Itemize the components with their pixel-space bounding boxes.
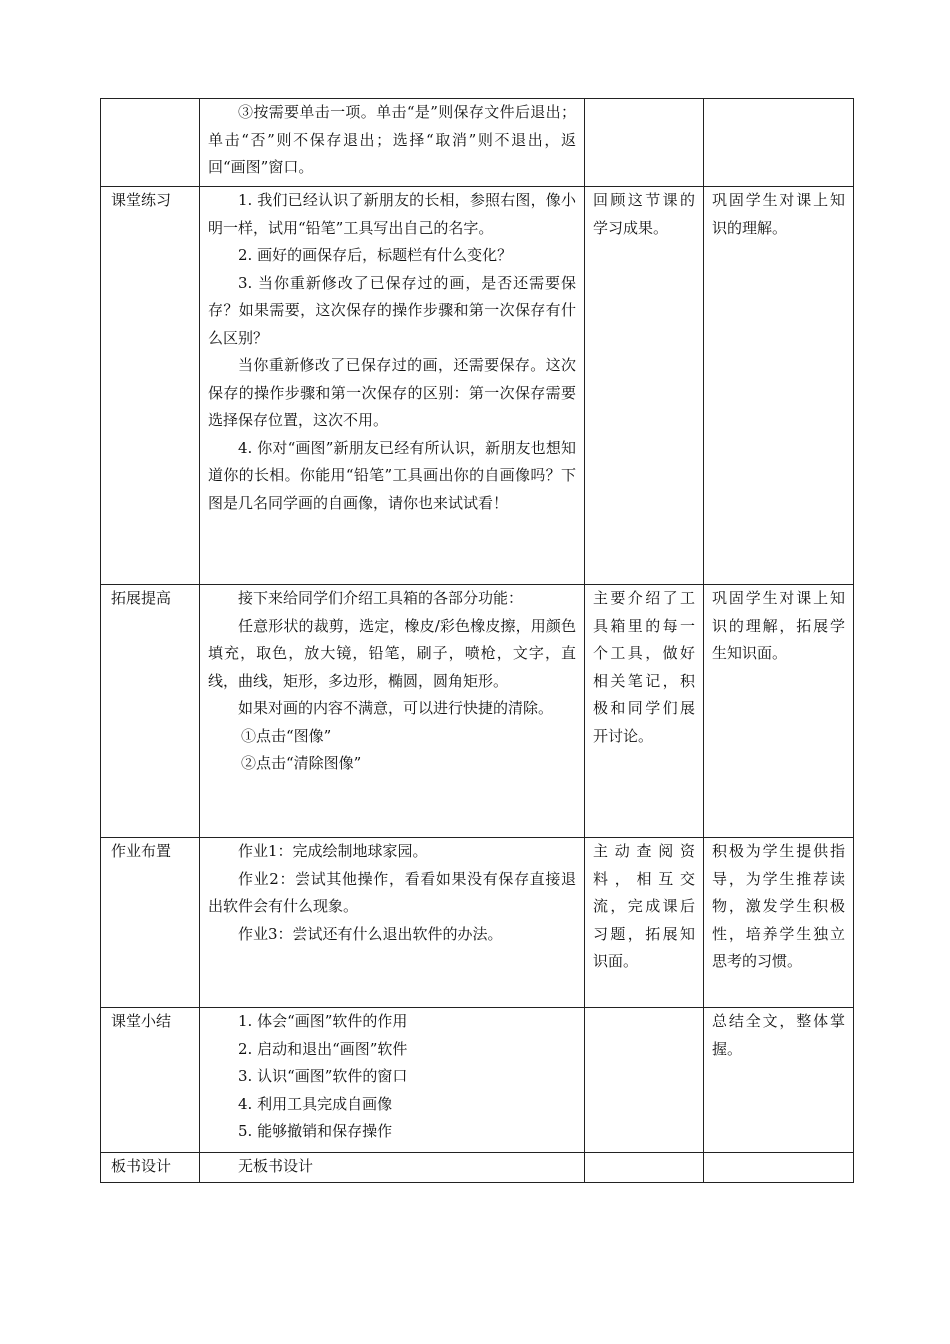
table-row — [101, 1153, 854, 1183]
student-activity: 回顾这节课的学习成果。 — [585, 187, 704, 585]
row-label: 作业布置 — [101, 838, 200, 1008]
row-label — [101, 99, 200, 187]
content-paragraph: 5. 能够撤销和保存操作 — [238, 1122, 393, 1140]
row-content — [200, 585, 585, 838]
content-paragraph: 2. 启动和退出“画图”软件 — [238, 1039, 408, 1058]
student-activity — [585, 99, 704, 187]
content-paragraph: 2. 画好的画保存后，标题栏有什么变化？ — [238, 246, 513, 264]
row-label: 课堂练习 — [101, 187, 200, 585]
lesson-plan-table — [100, 98, 854, 1183]
content-paragraph: 3. 当你重新修改了已保存过的画，是否还需要保存？如果需要，这次保存的操作步骤和第一次保存有什么区别？ — [208, 273, 576, 347]
table-row — [101, 1008, 854, 1153]
content-paragraph: 当你重新修改了已保存过的画，还需要保存。这次保存的操作步骤和第一次保存的区别：第一次保存需要选择保存位置，这次不用。 — [208, 356, 576, 429]
content-paragraph: 无板书设计 — [238, 1157, 314, 1175]
row-content — [200, 187, 585, 585]
content-paragraph: 3. 认识“画图”软件的窗口 — [238, 1067, 408, 1085]
row-content — [200, 99, 585, 187]
content-paragraph: 4. 利用工具完成自画像 — [238, 1094, 393, 1113]
design-intent: 巩固学生对课上知识的理解，拓展学生知识面。 — [704, 585, 854, 838]
content-paragraph: 4. 你对“画图”新朋友已经有所认识，新朋友也想知道你的长相。你能用“铅笔”工具画出你的自画像吗？下图是几名同学画的自画像，请你也来试试看！ — [208, 438, 576, 512]
table-row — [101, 187, 854, 585]
row-label: 课堂小结 — [101, 1008, 200, 1153]
student-activity: 主动查阅资料，相互交流，完成课后习题，拓展知识面。 — [585, 838, 704, 1008]
row-label: 拓展提高 — [101, 585, 200, 838]
table-row — [101, 585, 854, 838]
content-paragraph: 作业3：尝试还有什么退出软件的办法。 — [238, 924, 503, 943]
design-intent — [704, 99, 854, 187]
table-row — [101, 99, 854, 187]
row-content — [200, 838, 585, 1008]
design-intent — [704, 1153, 854, 1183]
content-paragraph: ②点击“清除图像” — [241, 754, 362, 772]
row-content — [200, 1153, 585, 1183]
student-activity — [585, 1153, 704, 1183]
row-label: 板书设计 — [101, 1153, 200, 1183]
content-paragraph: 1. 体会“画图”软件的作用 — [238, 1012, 408, 1030]
content-paragraph: 作业2：尝试其他操作，看看如果没有保存直接退出软件会有什么现象。 — [208, 869, 576, 915]
student-activity: 主要介绍了工具箱里的每一个工具，做好相关笔记，积极和同学们展开讨论。 — [585, 585, 704, 838]
content-paragraph: 如果对画的内容不满意，可以进行快捷的清除。 — [238, 699, 554, 717]
content-paragraph: 1. 我们已经认识了新朋友的长相，参照右图，像小明一样，试用“铅笔”工具写出自己的名字。 — [208, 191, 576, 237]
content-paragraph: ①点击“图像” — [241, 726, 332, 745]
row-content — [200, 1008, 585, 1153]
content-paragraph: 接下来给同学们介绍工具箱的各部分功能： — [238, 589, 524, 607]
student-activity — [585, 1008, 704, 1153]
table-row — [101, 838, 854, 1008]
content-paragraph: ③按需要单击一项。单击“是”则保存文件后退出；单击“否”则不保存退出；选择“取消”则不退出，返回“画图”窗口。 — [208, 103, 576, 176]
content-paragraph: 任意形状的裁剪，选定，橡皮/彩色橡皮擦，用颜色填充，取色，放大镜，铅笔，刷子，喷枪，文字，直线，曲线，矩形，多边形，椭圆，圆角矩形。 — [208, 616, 576, 690]
design-intent: 总结全文，整体掌握。 — [704, 1008, 854, 1153]
design-intent: 巩固学生对课上知识的理解。 — [704, 187, 854, 585]
content-paragraph: 作业1：完成绘制地球家园。 — [238, 842, 428, 860]
design-intent: 积极为学生提供指导，为学生推荐读物，激发学生积极性，培养学生独立思考的习惯。 — [704, 838, 854, 1008]
